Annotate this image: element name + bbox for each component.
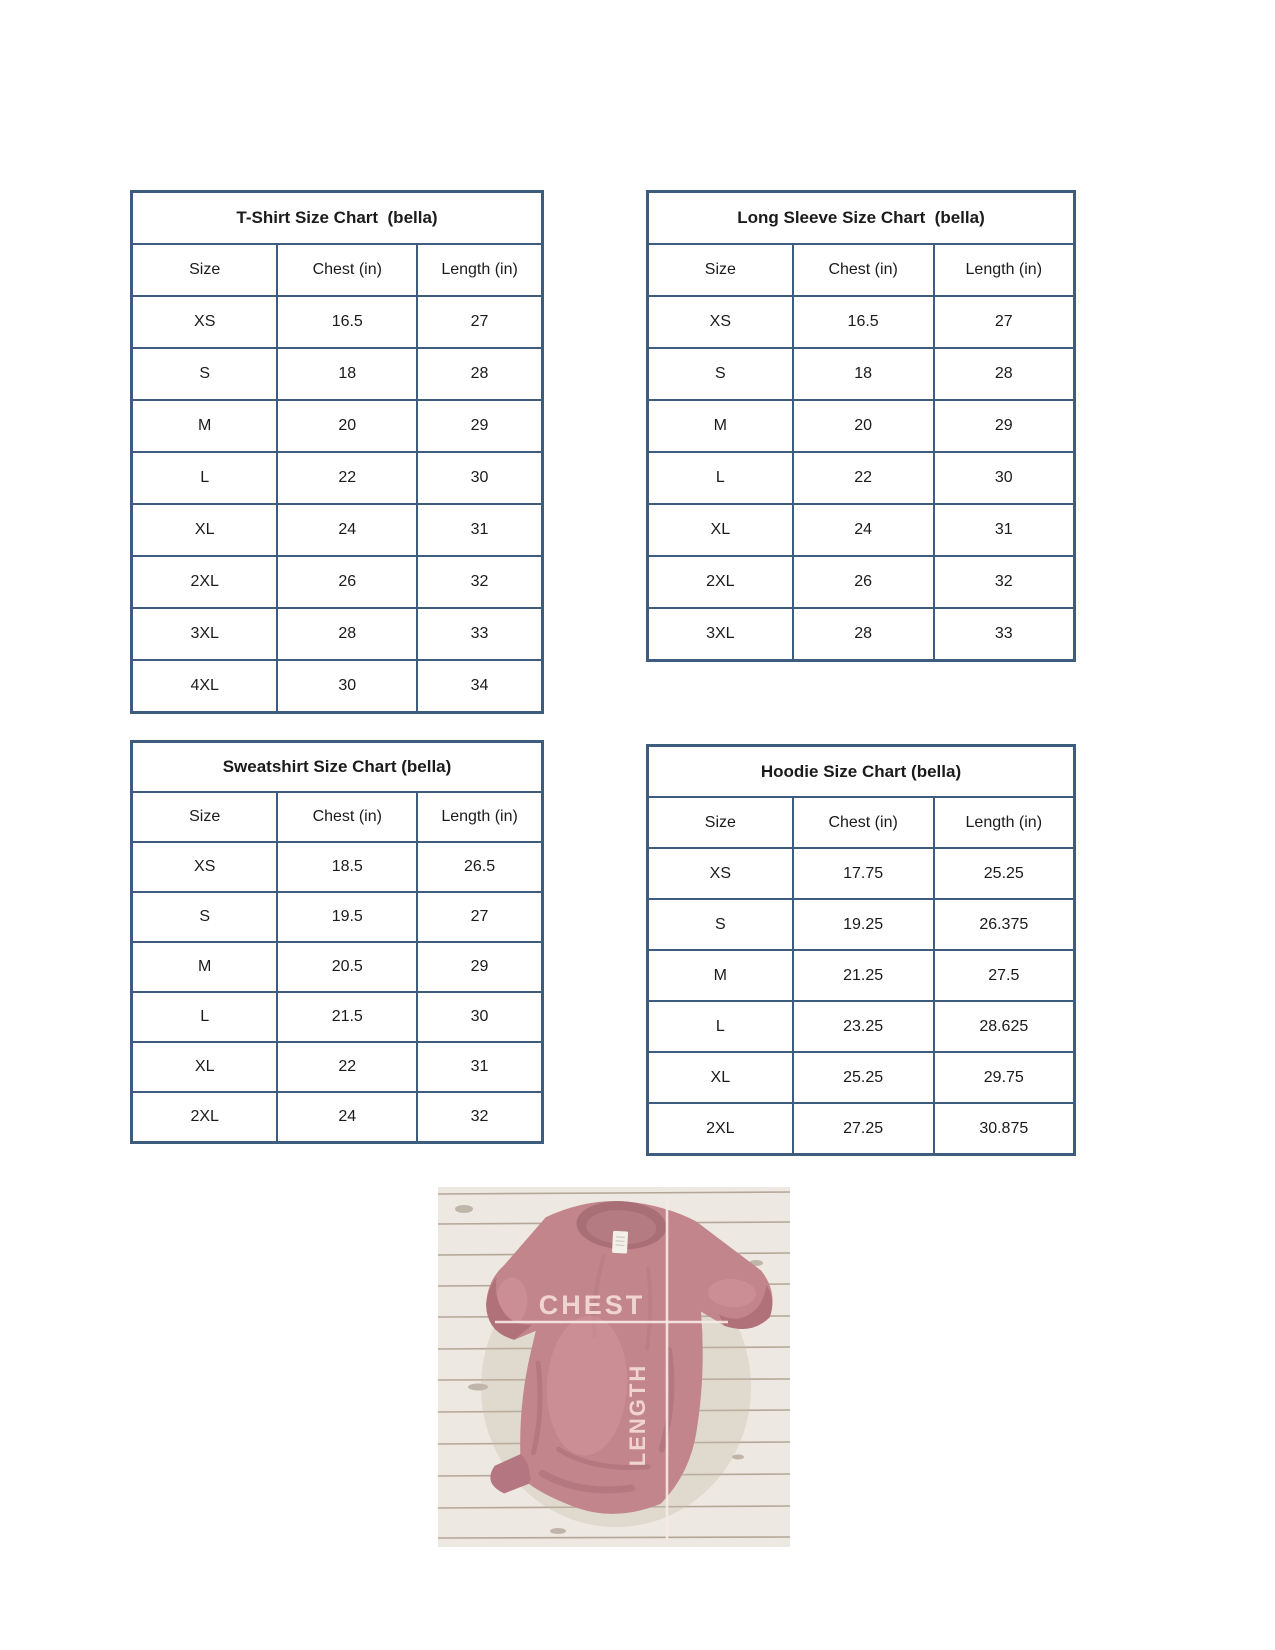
size-row [648,504,1075,556]
length-label: LENGTH [625,1363,650,1467]
length-cell: 26.5 [417,842,542,892]
chest-cell: 23.25 [793,1001,934,1052]
size-cell: 4XL [132,660,278,713]
column-header-chest: Chest (in) [793,797,934,848]
size-row [132,556,543,608]
chest-cell: 18.5 [277,842,417,892]
sweatshirt-size-chart-title-row [132,742,543,793]
chest-cell: 18 [793,348,934,400]
shirt-measurement-illustration [438,1187,790,1547]
size-row [648,348,1075,400]
size-cell: L [648,1001,793,1052]
length-cell: 32 [934,556,1075,608]
size-cell: M [132,400,278,452]
size-cell: XL [648,504,793,556]
size-cell: S [648,348,793,400]
size-cell: M [648,950,793,1001]
size-row [648,556,1075,608]
size-cell: XS [132,296,278,348]
length-cell: 30 [934,452,1075,504]
column-header-length: Length (in) [417,244,542,296]
chest-cell: 28 [793,608,934,661]
chest-cell: 19.25 [793,899,934,950]
size-row [132,1092,543,1143]
size-row [132,942,543,992]
chest-cell: 24 [277,504,417,556]
length-cell: 31 [934,504,1075,556]
size-row [648,1052,1075,1103]
chest-label: CHEST [538,1290,646,1320]
chest-cell: 17.75 [793,848,934,899]
length-cell: 27 [417,892,542,942]
size-cell: 2XL [132,556,278,608]
chest-cell: 28 [277,608,417,660]
long-sleeve-size-chart [646,190,1076,662]
size-row [648,950,1075,1001]
length-cell: 29 [417,400,542,452]
shirt-measurement-photo [438,1187,790,1547]
length-cell: 27 [417,296,542,348]
size-cell: 2XL [648,556,793,608]
length-cell: 31 [417,1042,542,1092]
size-row [132,842,543,892]
size-row [648,608,1075,661]
length-cell: 26.375 [934,899,1075,950]
size-row [648,1103,1075,1155]
length-cell: 32 [417,556,542,608]
length-cell: 29 [417,942,542,992]
chest-cell: 20 [277,400,417,452]
tshirt-size-chart-title: T-Shirt Size Chart (bella) [132,192,543,245]
length-cell: 33 [417,608,542,660]
tshirt-size-chart [130,190,544,714]
chest-cell: 25.25 [793,1052,934,1103]
size-row [132,504,543,556]
chest-cell: 20.5 [277,942,417,992]
length-cell: 30 [417,992,542,1042]
column-header-size: Size [648,797,793,848]
column-header-length: Length (in) [934,244,1075,296]
size-cell: S [648,899,793,950]
chest-cell: 22 [277,1042,417,1092]
chest-cell: 27.25 [793,1103,934,1155]
chest-cell: 21.25 [793,950,934,1001]
size-cell: XS [648,296,793,348]
chest-cell: 26 [793,556,934,608]
chest-cell: 16.5 [277,296,417,348]
chest-cell: 19.5 [277,892,417,942]
size-row [648,1001,1075,1052]
size-cell: M [132,942,278,992]
chest-cell: 30 [277,660,417,713]
chest-cell: 24 [793,504,934,556]
size-cell: 2XL [132,1092,278,1143]
size-cell: XL [132,1042,278,1092]
size-cell: S [132,892,278,942]
column-header-chest: Chest (in) [277,244,417,296]
length-cell: 32 [417,1092,542,1143]
neck-tag [612,1231,628,1254]
size-cell: L [132,992,278,1042]
column-header-size: Size [132,792,278,842]
length-cell: 27.5 [934,950,1075,1001]
length-cell: 28 [417,348,542,400]
sweatshirt-size-chart [130,740,544,1144]
long-sleeve-size-chart-title-row [648,192,1075,245]
sweatshirt-size-chart-header-row [132,792,543,842]
long-sleeve-size-chart-title: Long Sleeve Size Chart (bella) [648,192,1075,245]
size-row [132,1042,543,1092]
size-cell: M [648,400,793,452]
length-cell: 29 [934,400,1075,452]
hoodie-size-chart-title-row [648,746,1075,798]
long-sleeve-size-chart-header-row [648,244,1075,296]
sweatshirt-size-chart-title: Sweatshirt Size Chart (bella) [132,742,543,793]
chest-cell: 18 [277,348,417,400]
column-header-length: Length (in) [934,797,1075,848]
length-cell: 25.25 [934,848,1075,899]
tshirt-size-chart-header-row [132,244,543,296]
chest-cell: 16.5 [793,296,934,348]
size-row [648,296,1075,348]
length-cell: 30.875 [934,1103,1075,1155]
size-cell: S [132,348,278,400]
tshirt-size-chart-title-row [132,192,543,245]
size-row [132,608,543,660]
length-cell: 29.75 [934,1052,1075,1103]
size-cell: XS [132,842,278,892]
size-row [132,400,543,452]
size-cell: 2XL [648,1103,793,1155]
size-row [132,892,543,942]
column-header-size: Size [132,244,278,296]
size-cell: 3XL [648,608,793,661]
length-cell: 34 [417,660,542,713]
size-row [132,348,543,400]
column-header-size: Size [648,244,793,296]
length-cell: 30 [417,452,542,504]
hoodie-size-chart [646,744,1076,1156]
chest-cell: 24 [277,1092,417,1143]
length-cell: 28.625 [934,1001,1075,1052]
length-cell: 27 [934,296,1075,348]
length-cell: 31 [417,504,542,556]
chest-cell: 22 [277,452,417,504]
size-row [648,899,1075,950]
size-row [648,848,1075,899]
size-cell: XL [648,1052,793,1103]
column-header-length: Length (in) [417,792,542,842]
size-cell: L [648,452,793,504]
size-cell: XL [132,504,278,556]
chest-cell: 26 [277,556,417,608]
size-row [132,992,543,1042]
chest-cell: 21.5 [277,992,417,1042]
hoodie-size-chart-header-row [648,797,1075,848]
size-row [648,452,1075,504]
size-row [132,660,543,713]
size-row [648,400,1075,452]
column-header-chest: Chest (in) [793,244,934,296]
size-cell: L [132,452,278,504]
hoodie-size-chart-title: Hoodie Size Chart (bella) [648,746,1075,798]
size-row [132,452,543,504]
size-cell: XS [648,848,793,899]
chest-cell: 22 [793,452,934,504]
size-cell: 3XL [132,608,278,660]
size-row [132,296,543,348]
length-cell: 28 [934,348,1075,400]
column-header-chest: Chest (in) [277,792,417,842]
chest-cell: 20 [793,400,934,452]
length-cell: 33 [934,608,1075,661]
